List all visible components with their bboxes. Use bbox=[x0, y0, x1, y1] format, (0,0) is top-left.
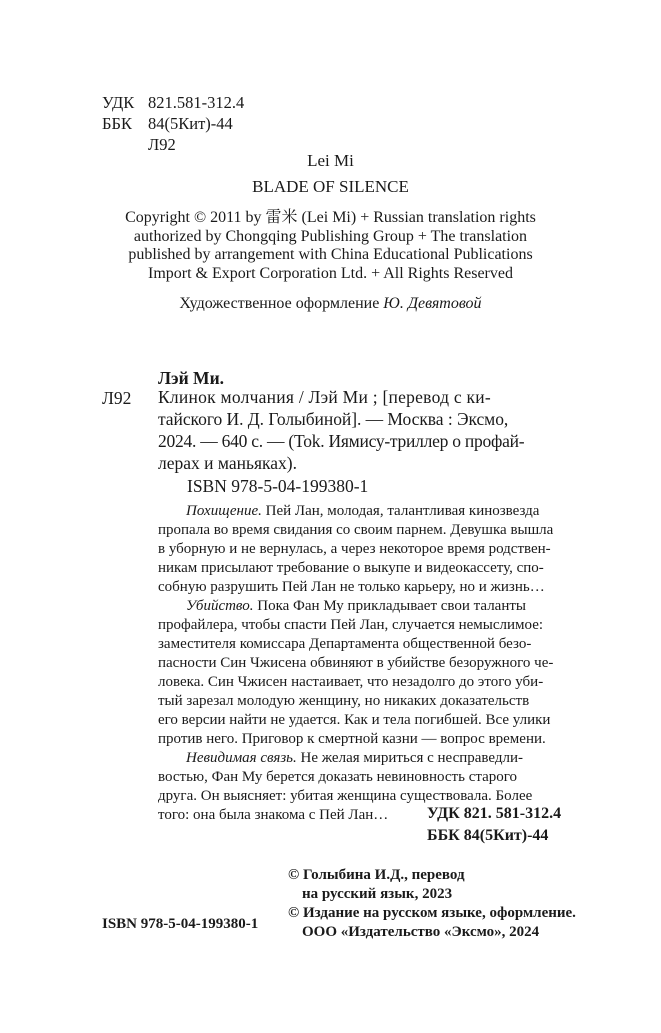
copyright-translation-cont: на русский язык, 2023 bbox=[302, 886, 453, 902]
original-title: BLADE OF SILENCE bbox=[252, 177, 409, 196]
design-label: Художественное оформление bbox=[179, 295, 384, 312]
annotation-line: ловека. Син Чжисен настаивает, что незадолго до этого уби- bbox=[158, 674, 544, 690]
annotation-lead: Убийство. bbox=[186, 598, 254, 614]
entry-isbn: ISBN 978-5-04-199380-1 bbox=[187, 476, 369, 496]
designer-name: Ю. Девятовой bbox=[383, 295, 482, 312]
annotation-line: пасности Син Чжисена обвиняют в убийстве безоружного че- bbox=[158, 655, 554, 671]
annotation-line: того: она была знакома с Пей Лан… bbox=[158, 807, 389, 823]
copyright-line: Import & Export Corporation Ltd. + All Rights Reserved bbox=[148, 264, 513, 282]
entry-author-heading: Лэй Ми. bbox=[158, 368, 225, 388]
entry-mark: Л92 bbox=[102, 388, 132, 408]
bbk-label: ББК bbox=[102, 114, 132, 133]
annotation-line: собную разрушить Пей Лан не только карьеру, но и жизнь… bbox=[158, 579, 545, 595]
description-line: тайского И. Д. Голыбиной]. — Москва : Эксмо, bbox=[158, 409, 509, 429]
description-line: 2024. — 640 с. — (Tok. Иямису-триллер о профай- bbox=[158, 431, 525, 451]
annotation-lead: Невидимая связь. bbox=[186, 750, 297, 766]
bottom-codes bbox=[427, 803, 561, 847]
bbk-value: 84(5Кит)-44 bbox=[148, 114, 233, 133]
annotation-line: тый зарезал молодую женщину, но никаких доказательств bbox=[158, 693, 530, 709]
entry-description bbox=[158, 386, 524, 474]
bottom-bbk: ББК 84(5Кит)-44 bbox=[427, 827, 549, 844]
copyright-translation: © Голыбина И.Д., перевод bbox=[288, 867, 465, 883]
copyright-line: authorized by Chongqing Publishing Group + The translation bbox=[133, 227, 528, 245]
description-line: лерах и маньяках). bbox=[158, 453, 297, 473]
annotation-line: его версии найти не удается. Как и тела погибшей. Все улики bbox=[158, 712, 551, 728]
design-credit bbox=[0, 295, 661, 313]
annotation-line: против него. Приговор к смертной казни — вопрос времени. bbox=[158, 731, 546, 747]
copyright-block bbox=[0, 209, 661, 283]
annotation-paragraph: Невидимая связь. Не желая мириться с несправедли- востью, Фан Му берется доказать невиновность старого друга. Он выясняет: убитая женщина существовала. Более того: она была знакома с Пей Лан… bbox=[158, 749, 553, 825]
original-author: Lei Mi bbox=[307, 151, 354, 170]
udk-value: 821.581-312.4 bbox=[148, 93, 245, 112]
annotation-line: востью, Фан Му берется доказать невиновность старого bbox=[158, 769, 518, 785]
annotation-line: никам присылают требование о выкупе и видеокассету, спо- bbox=[158, 560, 544, 576]
udk-label: УДК bbox=[102, 93, 135, 112]
annotation-line: профайлера, чтобы спасти Пей Лан, случается немыслимое: bbox=[158, 617, 544, 633]
classification-codes bbox=[102, 92, 244, 155]
annotation-paragraph: Похищение. Пей Лан, молодая, талантливая кинозвезда пропала во время свидания со своим парнем. Девушка вышла в уборную и не вернулась, а через некоторое время родствен- никам присылают требование о выкупе и видеокассету, спо- собную разрушить Пей Лан не только карьеру, но и жизнь… bbox=[158, 503, 554, 595]
annotation-lead: Похищение. bbox=[186, 503, 262, 519]
copyright-line: published by arrangement with China Educational Publications bbox=[128, 246, 533, 263]
annotation-line: пропала во время свидания со своим парнем. Девушка вышла bbox=[158, 522, 554, 538]
copyright-edition-cont: ООО «Издательство «Эксмо», 2024 bbox=[302, 924, 540, 940]
description-line: Клинок молчания / Лэй Ми ; [перевод с ки- bbox=[158, 387, 491, 407]
annotation-line: заместителя комиссара Департамента общественной безо- bbox=[158, 636, 532, 652]
author-mark: Л92 bbox=[148, 135, 176, 154]
footer-isbn: ISBN 978-5-04-199380-1 bbox=[102, 916, 259, 932]
footer-copyrights bbox=[288, 866, 576, 942]
bottom-udk: УДК 821. 581-312.4 bbox=[427, 805, 562, 822]
annotation-line: в уборную и не вернулась, а через некоторое время родствен- bbox=[158, 541, 551, 557]
annotation-line: друга. Он выясняет: убитая женщина существовала. Более bbox=[158, 788, 533, 804]
annotation-paragraph: Убийство. Пока Фан Му прикладывает свои таланты профайлера, чтобы спасти Пей Лан, случается немыслимое: заместителя комиссара Департамента общественной безо- пасности Син Чжисена обвиняют в убийстве безоружного че- ловека. Син Чжисен настаивает, что незадолго до этого уби- тый зарезал молодую женщину, но никаких доказательств его версии найти не удается. Как и тела погибшей. Все улики против него. Приговор к смертной казни — вопрос времени. bbox=[158, 598, 554, 747]
annotation bbox=[158, 502, 553, 825]
copyright-line: Copyright © 2011 by 雷米 (Lei Mi) + Russian translation rights bbox=[125, 209, 536, 226]
copyright-edition: © Издание на русском языке, оформление. bbox=[288, 905, 576, 921]
